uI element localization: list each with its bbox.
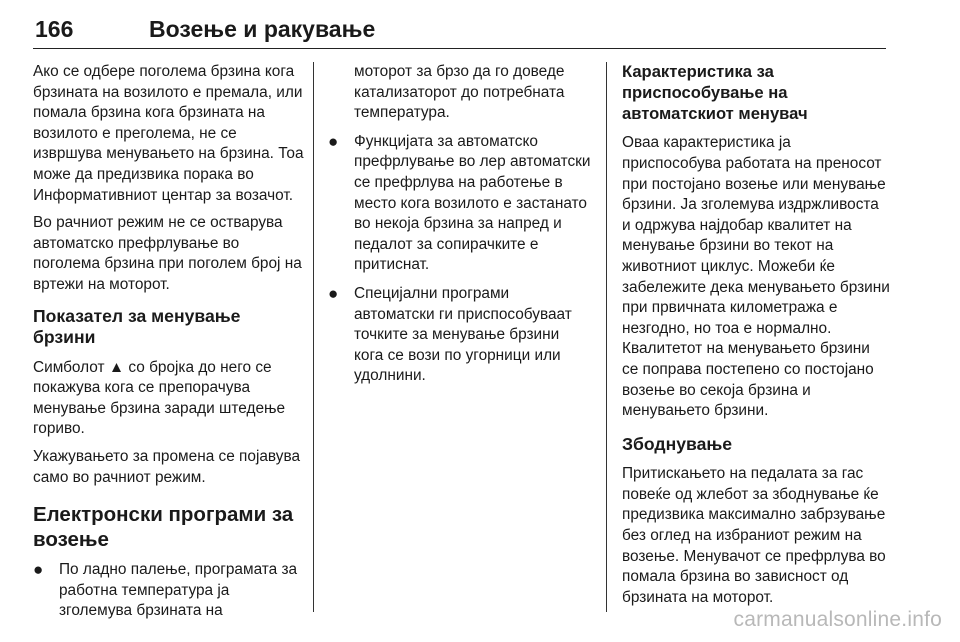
list-item — [33, 560, 305, 622]
bullet-icon: ● — [328, 283, 339, 303]
page-header — [33, 14, 886, 49]
paragraph: Оваа карактеристика ја приспособува работата на преносот при постојано возење или менување брзини. Ја зголемува издржливоста и одржува најдобар квалитет на менување брзини во текот на животниот циклус. Можеби ќе забележите дека менувањето брзини при првичната километража е незгодно, но тоа е нормално. Квалитетот на менувањето брзини се поправа постепено со постојано возење во секоја брзина и менувањето брзини. — [622, 134, 890, 420]
list-item-text: Функцијата за автоматско префрлување во лер автоматски се префрлува на работење в место кога возилото е застанато во некоја брзина за напред и педалот за сопирачките е притиснат. — [354, 132, 591, 274]
list-item-continuation — [328, 62, 592, 124]
column-left — [33, 62, 305, 630]
paragraph: Притискањето на педалата за гас повеќе од жлебот за збоднување ќе предизвика максимално забрзување без оглед на избраниот режим на возење. Менувачот се префрлува во помала брзина во зависност од брзината на моторот. — [622, 465, 886, 606]
heading-kickdown: Збоднување — [622, 433, 733, 454]
paragraph: Укажувањето за промена се појавува само во рачниот режим. — [33, 447, 301, 486]
section-title: Возење и ракување — [149, 16, 376, 42]
paragraph: Симболот ▲ со бројка до него се покажува кога се препорачува менување брзина заради штедење гориво. — [33, 358, 286, 438]
heading-electronic-programs: Електронски програми за возење — [33, 503, 294, 552]
heading-adaptive: Карактеристика за приспособување на автоматскиот менувач — [622, 62, 808, 123]
page-number: 166 — [35, 16, 74, 42]
bullet-icon: ● — [328, 131, 339, 151]
list-item — [328, 284, 592, 387]
list-item — [328, 132, 592, 276]
list-item-text: Специјални програми автоматски ги приспособуваат точките за менување брзини кога се вози по угорници или удолнини. — [354, 284, 572, 385]
column-middle — [328, 62, 592, 395]
column-right — [622, 62, 890, 615]
column-divider — [606, 62, 607, 612]
heading-shift-indicator: Показател за менување брзини — [33, 305, 241, 348]
bullet-icon: ● — [33, 560, 44, 580]
list-item-text: По ладно палење, програмата за работна температура ја зголемува брзината на — [59, 561, 298, 620]
column-divider — [313, 62, 314, 612]
paragraph: Во рачниот режим не се остварува автоматско префрлување во поголема брзина при поголем број на вртежи на моторот. — [33, 214, 302, 293]
watermark: carmanualsonline.info — [733, 608, 942, 631]
paragraph: Ако се одбере поголема брзина кога брзината на возилото е премала, или помала брзина кога брзината на возилото е преголема, не се извршува менувањето на брзина. Тоа може да предизвика порака во Информативниот центар за возачот. — [33, 63, 304, 204]
list-item-text: моторот за брзо да го доведе катализаторот до потребната температура. — [354, 63, 565, 122]
